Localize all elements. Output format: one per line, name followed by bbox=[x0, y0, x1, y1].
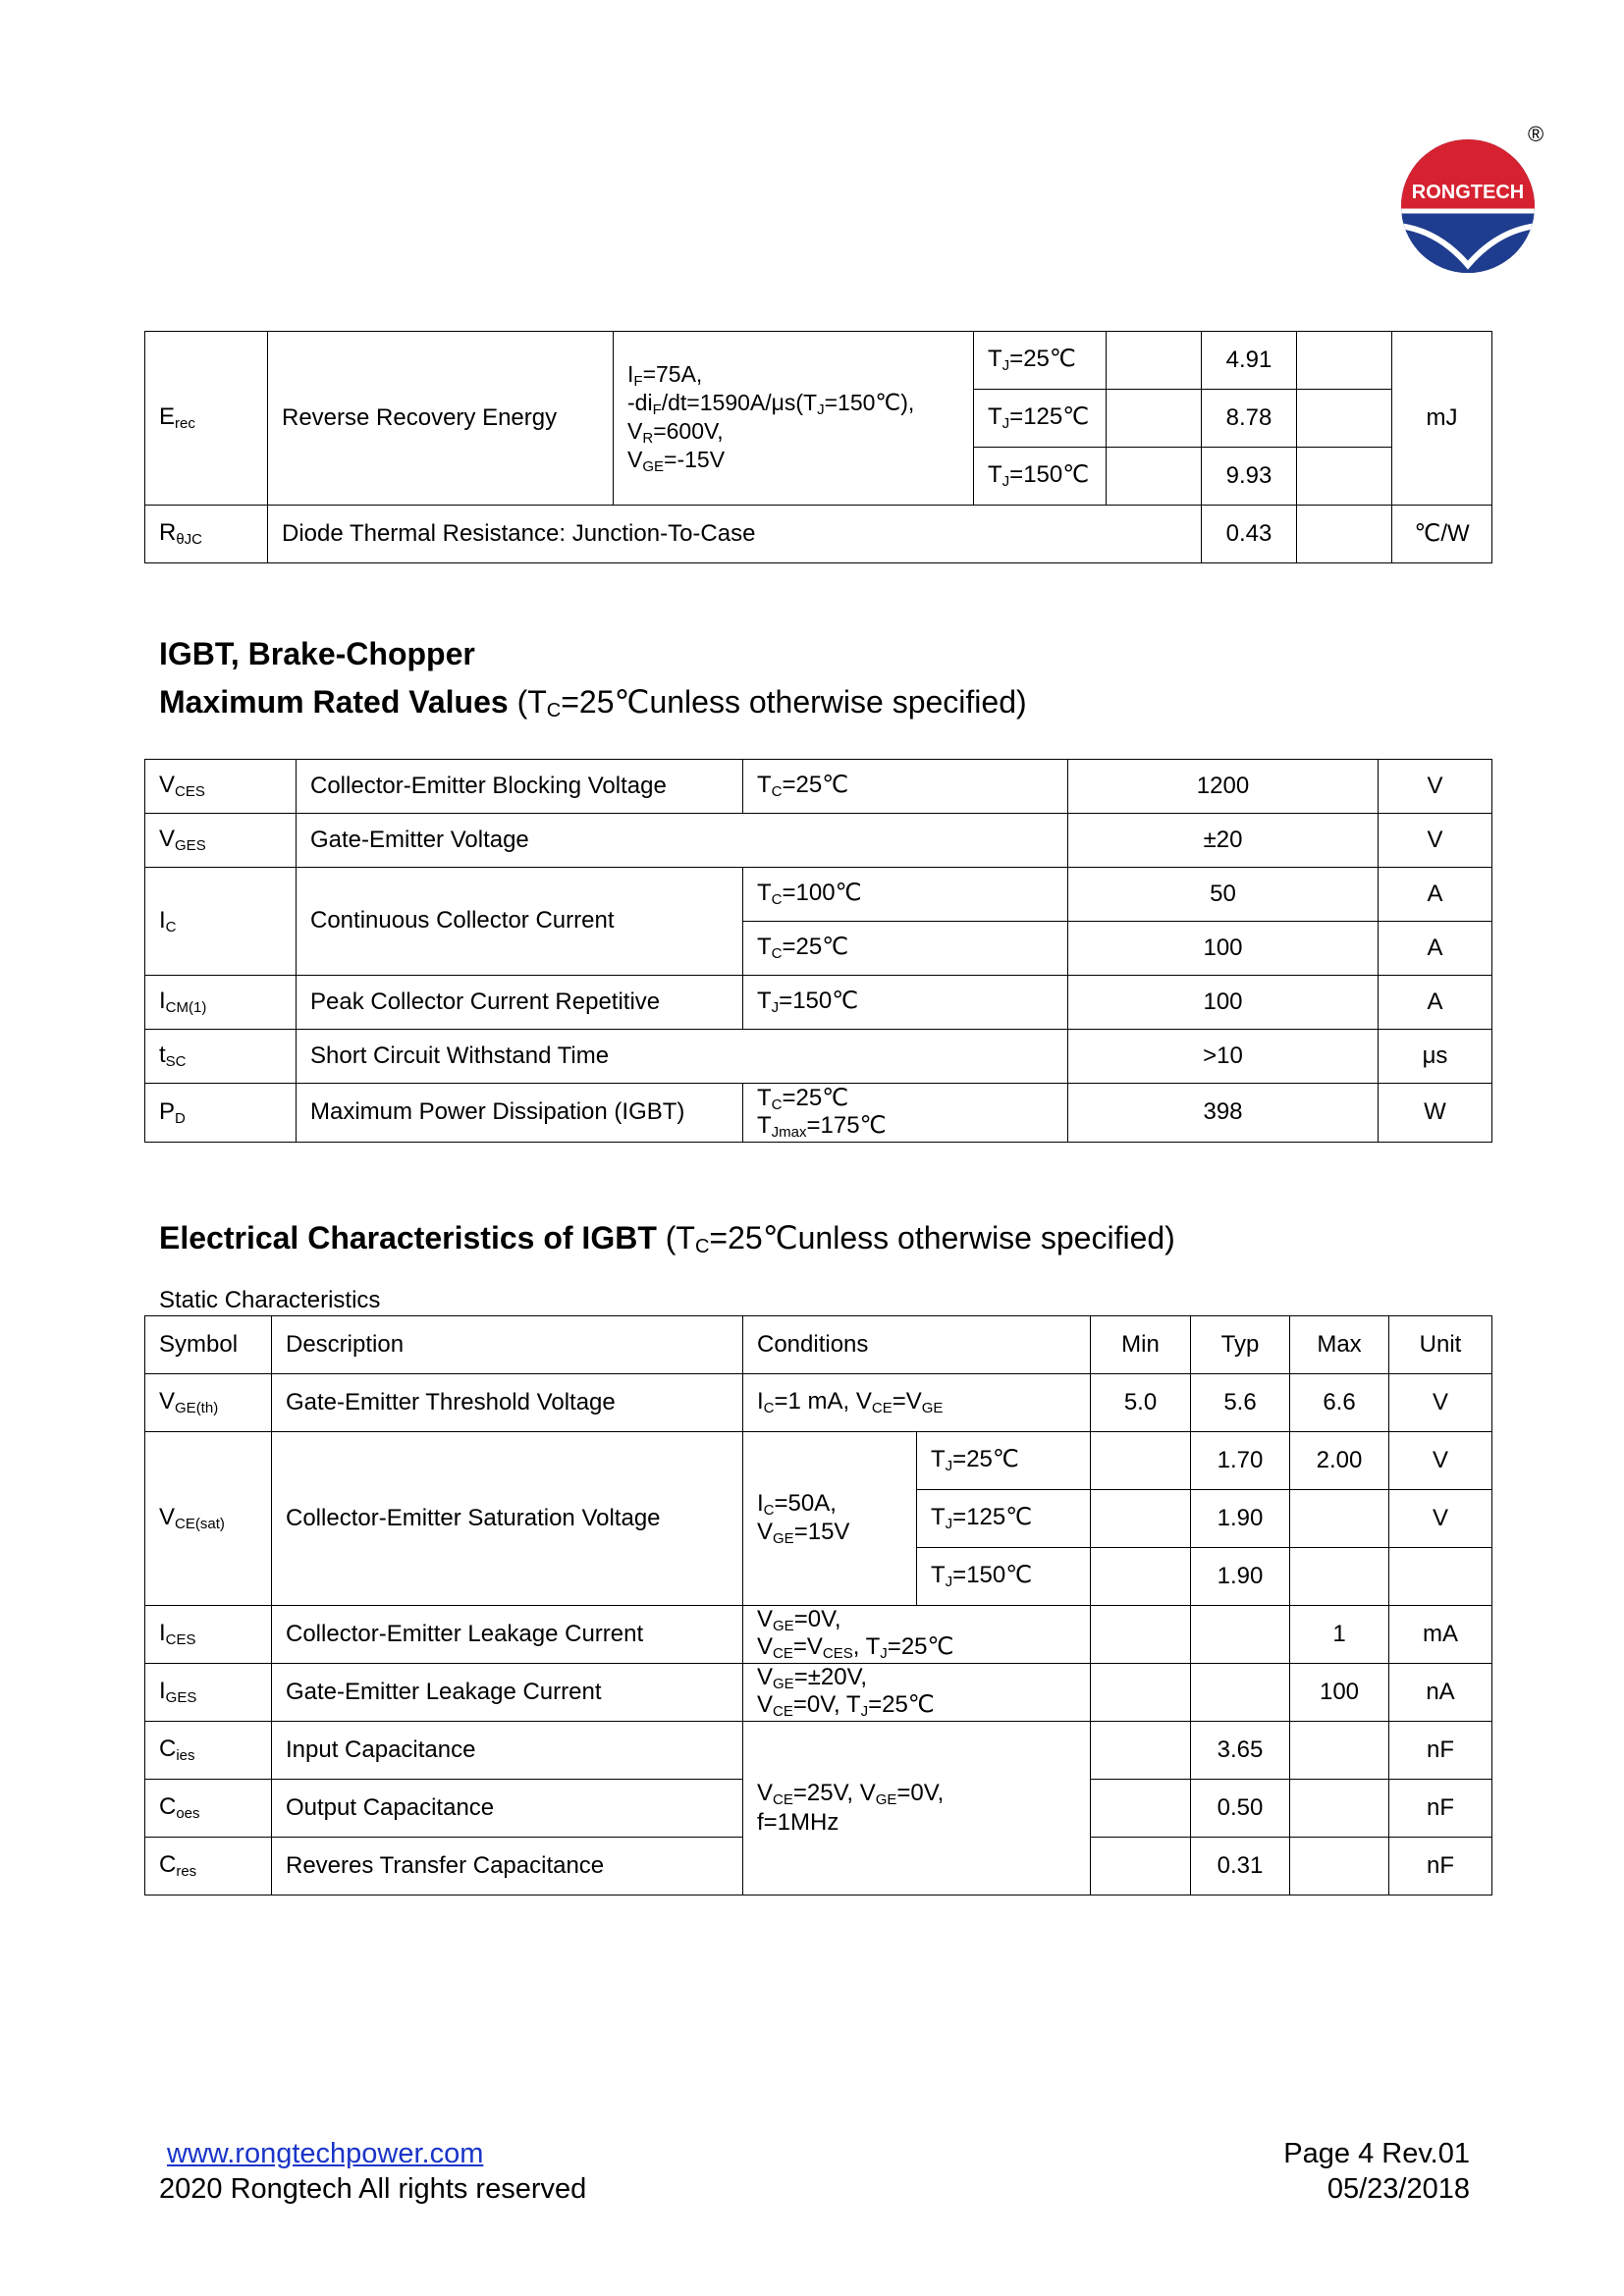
table-row: $T_J=125℃$ 1.90 V bbox=[145, 1490, 1492, 1548]
section-title-electrical: Electrical Characteristics of IGBT ($T_C=25℃unless$ otherwise specified) bbox=[159, 1220, 1175, 1257]
section-title-brake-chopper: IGBT, Brake-Chopper bbox=[159, 636, 475, 671]
rth-symbol: $R_{\theta JC}$ bbox=[145, 506, 268, 563]
static-characteristics-label: Static Characteristics bbox=[159, 1287, 381, 1313]
table-row: $I_{CM(1)}$ Peak Collector Current Repetitive $T_J=150℃$ 100 A bbox=[145, 976, 1492, 1030]
erec-typ-150: 9.93 bbox=[1202, 448, 1297, 506]
erec-tj-25: $T_J=25℃$ bbox=[974, 332, 1107, 390]
section-subtitle-max-rated: Maximum Rated Values ($T_C=25℃unless$ otherwise specified) bbox=[159, 684, 1027, 721]
diode-characteristics-table bbox=[144, 331, 1492, 563]
table-row: $V_{GE(th)}$ Gate-Emitter Threshold Voltage $I_C=1$ mA, $V_{CE}=V_{GE}$ 5.0 5.6 6.6 V bbox=[145, 1374, 1492, 1432]
registered-mark: ® bbox=[1528, 122, 1544, 146]
table-row: $I_{CES}$ Collector-Emitter Leakage Current $V_{GE}=0V$, $V_{CE}=V_{CES}$, $T_J=25℃$ 1 mA bbox=[145, 1606, 1492, 1664]
company-logo bbox=[1394, 122, 1544, 275]
erec-description: Reverse Recovery Energy bbox=[268, 332, 614, 506]
table-row: $C_{ies}$ Input Capacitance $V_{CE}=25V$, $V_{GE}=0V$, f=1MHz 3.65 nF bbox=[145, 1722, 1492, 1780]
table-row: $P_D$ Maximum Power Dissipation (IGBT) $T_C=25℃$ $T_{Jmax}=175℃$ 398 W bbox=[145, 1084, 1492, 1143]
table-row: $I_{GES}$ Gate-Emitter Leakage Current $V_{GE}=\pm 20V$, $V_{CE}=0V$, $T_J=25℃$ 100 nA bbox=[145, 1664, 1492, 1722]
table-row: $V_{CE(sat)}$ Collector-Emitter Saturation Voltage $I_C=50A$, $V_{GE}=15V$ $T_J=25℃$ 1.70 2.00 V bbox=[145, 1432, 1492, 1490]
rth-description: Diode Thermal Resistance: Junction-To-Case bbox=[268, 506, 1202, 563]
table-row: $T_J=150℃$ 1.90 bbox=[145, 1548, 1492, 1606]
website-link[interactable]: www.rongtechpower.com bbox=[167, 2138, 484, 2169]
table-row: $C_{oes}$ Output Capacitance 0.50 nF bbox=[145, 1780, 1492, 1838]
max-rated-values-table bbox=[144, 759, 1492, 1143]
erec-tj-125: $T_J=125℃$ bbox=[974, 390, 1107, 448]
erec-unit: mJ bbox=[1392, 332, 1492, 506]
erec-tj-150: $T_J=150℃$ bbox=[974, 448, 1107, 506]
revision-date: 05/23/2018 bbox=[1326, 2173, 1470, 2205]
svg-text:RONGTECH: RONGTECH bbox=[1411, 182, 1525, 203]
table-header-row: Symbol Description Conditions Min Typ Max Unit bbox=[145, 1316, 1492, 1374]
erec-typ-125: 8.78 bbox=[1202, 390, 1297, 448]
table-row: $I_C$ Continuous Collector Current $T_C=100℃$ 50 A bbox=[145, 868, 1492, 922]
table-row: $C_{res}$ Reveres Transfer Capacitance 0.31 nF bbox=[145, 1838, 1492, 1896]
table-row bbox=[145, 332, 1492, 390]
table-row: $V_{GES}$ Gate-Emitter Voltage ±20 V bbox=[145, 814, 1492, 868]
table-row: $T_C=25℃$ 100 A bbox=[145, 922, 1492, 976]
electrical-characteristics-table bbox=[144, 1315, 1492, 1896]
table-row: $t_{SC}$ Short Circuit Withstand Time >10 μs bbox=[145, 1030, 1492, 1084]
page-revision: Page 4 Rev.01 bbox=[1283, 2138, 1470, 2169]
copyright-text: 2020 Rongtech All rights reserved bbox=[159, 2173, 587, 2205]
table-row bbox=[145, 506, 1492, 563]
table-row: $V_{CES}$ Collector-Emitter Blocking Voltage $T_C=25℃$ 1200 V bbox=[145, 760, 1492, 814]
erec-symbol: $E_{rec}$ bbox=[145, 332, 268, 506]
rth-unit: ℃/W bbox=[1392, 506, 1492, 563]
erec-conditions: $I_F=75A$, $-di_F/dt=1590A/\mu s(T_J=150℃)$, $V_R=600V$, $V_{GE}=-15V$ bbox=[614, 332, 974, 506]
rth-typ: 0.43 bbox=[1202, 506, 1297, 563]
rongtech-logo-graphic bbox=[1394, 128, 1542, 275]
erec-typ-25: 4.91 bbox=[1202, 332, 1297, 390]
